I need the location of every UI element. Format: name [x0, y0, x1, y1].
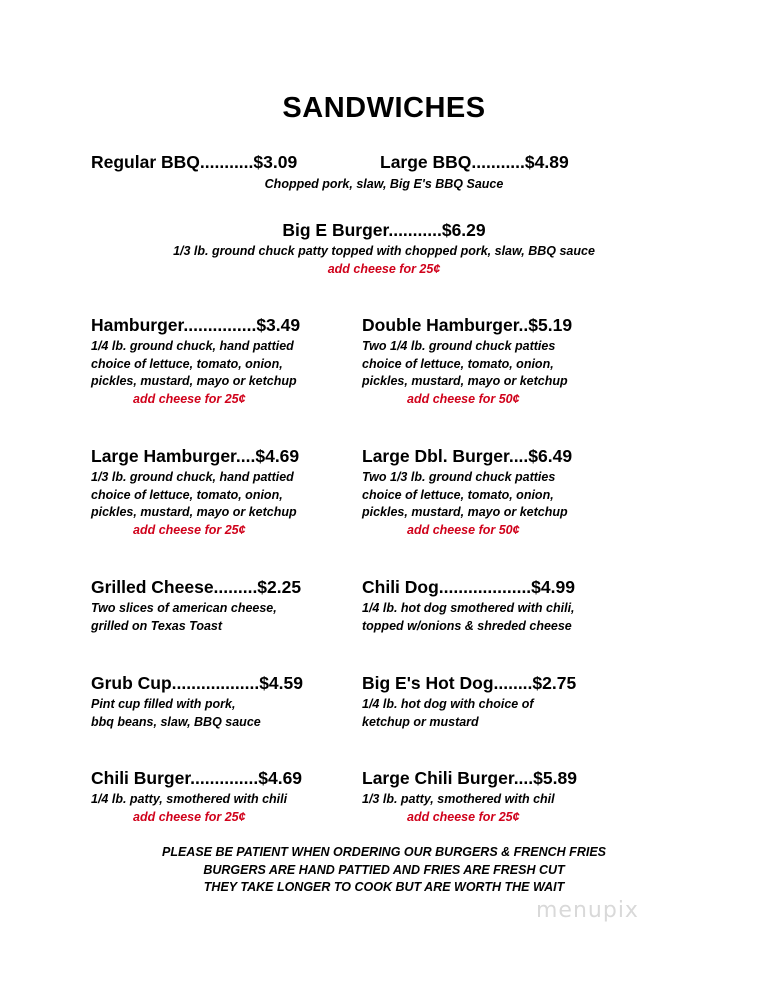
menu-item-chili-dog: Chili Dog...................$4.99	[362, 577, 575, 597]
hamburger-cheese-note: add cheese for 25¢	[133, 392, 246, 406]
grilled-cheese-description	[91, 600, 277, 635]
double-hamburger-description	[362, 338, 568, 391]
menu-item-grub-cup: Grub Cup..................$4.59	[91, 673, 303, 693]
menu-item-large-dbl-burger: Large Dbl. Burger....$6.49	[362, 446, 573, 466]
footer-note	[0, 844, 768, 897]
description-line: 1/3 lb. ground chuck, hand pattied	[91, 470, 294, 484]
double-hamburger-cheese-note: add cheese for 50¢	[407, 392, 520, 406]
large-hamburger-description	[91, 469, 297, 522]
description-line: 1/4 lb. hot dog smothered with chili,	[362, 601, 575, 615]
menu-item-chili-burger: Chili Burger..............$4.69	[91, 768, 303, 788]
big-e-burger-description: 1/3 lb. ground chuck patty topped with chopped pork, slaw, BBQ sauce	[173, 244, 595, 258]
chili-dog-description	[362, 600, 575, 635]
menu-item-big-e-burger: Big E Burger...........$6.29	[282, 220, 486, 240]
watermark: menupix	[536, 898, 639, 923]
description-line: ketchup or mustard	[362, 714, 479, 729]
large-dbl-burger-cheese-note: add cheese for 50¢	[407, 523, 520, 537]
description-line: Pint cup filled with pork,	[91, 697, 236, 711]
large-hamburger-cheese-note: add cheese for 25¢	[133, 523, 246, 537]
menu-item-hamburger: Hamburger...............$3.49	[91, 315, 301, 335]
hamburger-description	[91, 338, 297, 391]
footer-line: PLEASE BE PATIENT WHEN ORDERING OUR BURGERS & FRENCH FRIES	[161, 845, 606, 859]
description-line: 1/4 lb. patty, smothered with chili	[91, 792, 288, 806]
description-line: Two slices of american cheese,	[91, 601, 277, 615]
large-dbl-burger-description	[362, 469, 568, 522]
big-e-hot-dog-description	[362, 696, 534, 731]
big-e-burger-cheese-note: add cheese for 25¢	[327, 262, 441, 276]
menu-item-large-chili-burger: Large Chili Burger....$5.89	[362, 768, 577, 788]
description-line: Two 1/4 lb. ground chuck patties	[362, 339, 556, 353]
description-line: topped w/onions & shreded cheese	[362, 618, 572, 633]
grub-cup-description	[91, 696, 261, 731]
menu-item-large-bbq: Large BBQ...........$4.89	[380, 152, 569, 172]
chili-burger-cheese-note: add cheese for 25¢	[133, 810, 246, 824]
description-line: 1/4 lb. hot dog with choice of	[362, 697, 534, 711]
menu-item-grilled-cheese: Grilled Cheese.........$2.25	[91, 577, 302, 597]
chili-burger-description	[91, 791, 287, 809]
footer-line: BURGERS ARE HAND PATTIED AND FRIES ARE FRESH CUT	[203, 862, 565, 877]
menu-item-regular-bbq: Regular BBQ...........$3.09	[91, 152, 298, 172]
description-line: pickles, mustard, mayo or ketchup	[91, 374, 297, 388]
description-line: pickles, mustard, mayo or ketchup	[91, 505, 297, 519]
description-line: grilled on Texas Toast	[91, 618, 223, 633]
description-line: Two 1/3 lb. ground chuck patties	[362, 470, 556, 484]
description-line: pickles, mustard, mayo or ketchup	[362, 374, 568, 388]
description-line: 1/4 lb. ground chuck, hand pattied	[91, 339, 294, 353]
menu-item-big-e-hot-dog: Big E's Hot Dog........$2.75	[362, 673, 577, 693]
description-line: choice of lettuce, tomato, onion,	[362, 356, 554, 371]
description-line: choice of lettuce, tomato, onion,	[362, 487, 554, 502]
description-line: choice of lettuce, tomato, onion,	[91, 487, 283, 502]
menu-item-large-hamburger: Large Hamburger....$4.69	[91, 446, 300, 466]
page-title: SANDWICHES	[282, 92, 486, 124]
description-line: pickles, mustard, mayo or ketchup	[362, 505, 568, 519]
footer-line: THEY TAKE LONGER TO COOK BUT ARE WORTH THE WAIT	[203, 880, 565, 894]
large-chili-burger-description	[362, 791, 555, 809]
menu-item-double-hamburger: Double Hamburger..$5.19	[362, 315, 573, 335]
description-line: bbq beans, slaw, BBQ sauce	[91, 714, 261, 729]
description-line: choice of lettuce, tomato, onion,	[91, 356, 283, 371]
bbq-description: Chopped pork, slaw, Big E's BBQ Sauce	[264, 177, 504, 191]
large-chili-burger-cheese-note: add cheese for 25¢	[407, 810, 520, 824]
description-line: 1/3 lb. patty, smothered with chil	[362, 792, 555, 806]
